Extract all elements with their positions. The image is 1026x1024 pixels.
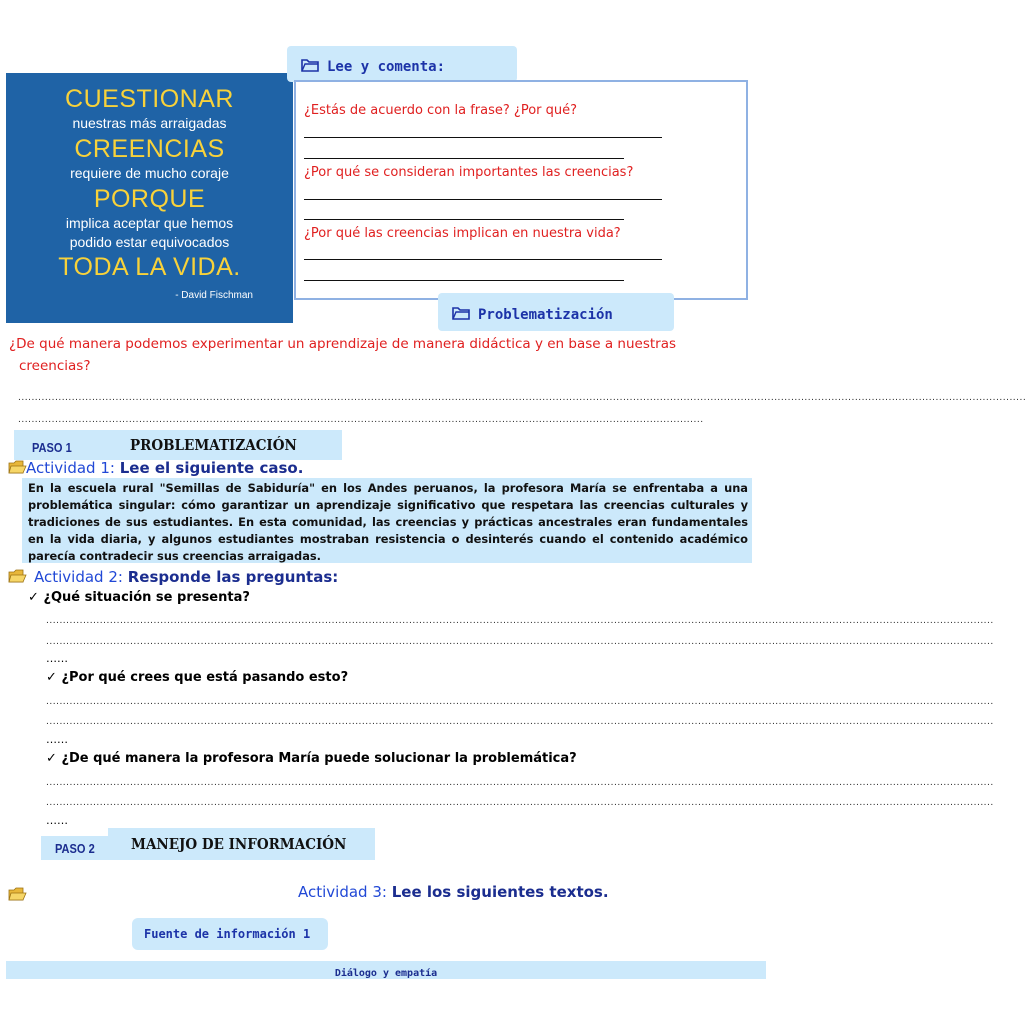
question-text: ¿Por qué crees que está pasando esto? [61,670,349,685]
question-item [46,670,348,685]
paso2-label: PASO 2 [55,841,95,856]
question-text: ¿Por qué las creencias implican en nuestra vida? [304,226,621,241]
poster-line: CREENCIAS [74,135,225,163]
fuente-tab [132,918,328,950]
question-item [28,590,250,605]
question-text: ¿Qué situación se presenta? [43,590,250,605]
actividad3-title: Lee los siguientes textos. [391,883,609,901]
answer-dots[interactable]: .......................................................................................................................................................................................................................................................................................... [46,717,994,727]
tab-problematizacion [438,293,674,331]
question-item [46,751,577,766]
answer-dots-short[interactable]: …… [46,814,68,827]
poster-author: - David Fischman [175,290,253,301]
poster-line: PORQUE [93,185,206,213]
tab-label: Lee y comenta: [327,59,446,75]
actividad1-text: En la escuela rural "Semillas de Sabiduría" en los Andes peruanos, la profesora María se enfrentaba a una problemática singular: cómo garantizar un aprendizaje significativo que respetara las creencias culturales y tradiciones de sus estudiantes. En esta comunidad, las creencias y prácticas ancestrales eran fundamentales en la vida diaria, y algunos estudiantes mostraban resistencia o desinterés cuando el contenido académico parecía contradecir sus creencias arraigadas. [28,481,748,563]
poster-line: CUESTIONAR [65,85,234,113]
answer-dots-short[interactable]: …… [46,733,68,746]
question-text: ¿Por qué se consideran importantes las creencias? [304,165,634,180]
answer-dots[interactable]: .......................................................................................................................................................................................................................................................................................... [46,697,994,707]
actividad1-text-box [22,478,752,563]
actividad1-number: Actividad 1: [26,459,115,477]
tab-lee-y-comenta [287,46,517,82]
answer-line[interactable] [304,137,662,138]
paso2-title: MANEJO DE INFORMACIÓN [131,835,347,853]
checkmark-icon: ✓ [46,670,57,685]
tab-label: Problematización [478,307,613,323]
quote-poster [6,73,293,323]
answer-dots-short[interactable]: …… [46,652,68,665]
folder-icon [8,886,26,905]
folder-icon [452,305,470,324]
poster-line: TODA LA VIDA. [58,253,241,281]
main-question: ¿De qué manera podemos experimentar un aprendizaje de manera didáctica y en base a nuestras creencias? [9,336,677,374]
checkmark-icon: ✓ [46,751,57,766]
actividad1-heading [8,459,303,478]
poster-line: podido estar equivocados [69,234,230,250]
answer-line[interactable] [304,280,624,281]
answer-dots[interactable]: .......................................................................................................................................................................................................................................................................................... [46,616,994,626]
actividad2-heading [8,568,338,587]
answer-line[interactable] [304,259,662,260]
answer-dots[interactable]: .......................................................................................................................................................................................................................................................................................... [46,637,994,647]
footer-bar [6,961,766,979]
answer-dots[interactable]: .......................................................................................................................................................................................................................................................................................... [46,798,994,808]
questions-box [294,80,748,300]
answer-dots[interactable]: .......................................................................................................................................................................................................................................................................................... [46,778,994,788]
actividad2-number: Actividad 2: [34,568,123,586]
answer-line[interactable] [304,158,624,159]
poster-line: requiere de mucho coraje [70,165,229,181]
footer-text: Diálogo y empatía [334,968,438,979]
paso1-title: PROBLEMATIZACIÓN [130,436,297,454]
actividad3-heading [298,883,609,901]
poster-line: nuestras más arraigadas [72,115,227,131]
answer-line[interactable] [304,199,662,200]
actividad3-number: Actividad 3: [298,883,387,901]
actividad2-title: Responde las preguntas: [127,568,339,586]
answer-dots[interactable]: ............................................................................................................................................................................................................ [18,415,704,425]
answer-line[interactable] [304,219,624,220]
paso1-label: PASO 1 [32,440,72,455]
answer-dots[interactable]: ............................................................................................................................................................................................................................................................................................................ [18,393,1026,403]
question-text: ¿De qué manera la profesora María puede solucionar la problemática? [61,751,577,766]
poster-line: implica aceptar que hemos [65,215,234,231]
actividad1-title: Lee el siguiente caso. [119,459,304,477]
fuente-label: Fuente de información 1 [144,927,311,941]
folder-icon [8,569,26,587]
checkmark-icon: ✓ [28,590,39,605]
question-text: ¿Estás de acuerdo con la frase? ¿Por qué? [304,103,578,118]
folder-icon [8,460,26,478]
folder-icon [301,57,319,76]
